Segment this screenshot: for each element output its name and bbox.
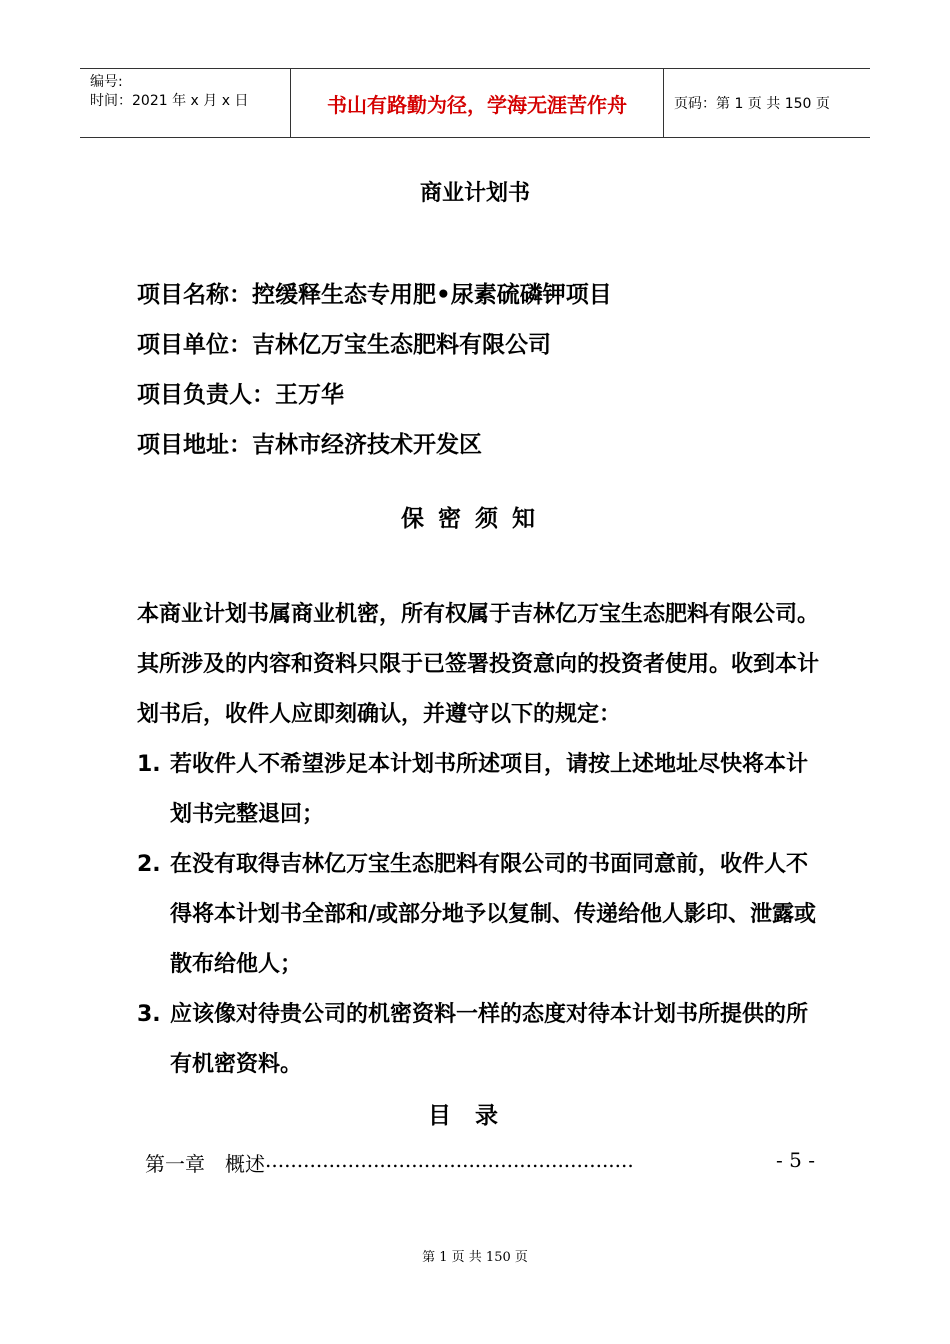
toc-title: 目录 — [428, 1103, 522, 1129]
list-item — [137, 840, 827, 990]
page-footer: 第 1 页 共 150 页 — [422, 1250, 528, 1265]
page-info: 页码：第 1 页 共 150 页 — [674, 96, 830, 112]
list-item — [137, 990, 827, 1090]
project-address: 项目地址：吉林市经济技术开发区 — [137, 432, 482, 458]
list-item-text: 在没有取得吉林亿万宝生态肥料有限公司的书面同意前，收件人不得将本计划书全部和/或部分地予以复制、传递给他人影印、泄露或散布给他人； — [170, 852, 817, 977]
toc-dots: .......................................................... — [265, 1148, 634, 1172]
list-item-number: 1. — [137, 752, 161, 777]
document-title: 商业计划书 — [419, 181, 530, 206]
confidentiality-title: 保密须知 — [401, 506, 549, 532]
time-label: 时间：2021 年 x 月 x 日 — [90, 93, 249, 109]
header-table — [80, 68, 870, 138]
list-item-text: 应该像对待贵公司的机密资料一样的态度对待本计划书所提供的所有机密资料。 — [170, 1002, 809, 1077]
project-unit: 项目单位：吉林亿万宝生态肥料有限公司 — [137, 332, 551, 358]
list-item-number: 3. — [137, 1002, 161, 1027]
toc-page: - 5 - — [776, 1148, 815, 1172]
list-item-text: 若收件人不希望涉足本计划书所述项目，请按上述地址尽快将本计划书完整退回； — [170, 752, 809, 827]
project-name: 项目名称：控缓释生态专用肥•尿素硫磷钾项目 — [137, 282, 612, 308]
project-leader: 项目负责人：王万华 — [137, 382, 344, 408]
header-left-cell — [80, 69, 291, 137]
list-item-number: 2. — [137, 852, 161, 877]
confidentiality-intro: 本商业计划书属商业机密，所有权属于吉林亿万宝生态肥料有限公司。其所涉及的内容和资料只限于已签署投资意向的投资者使用。收到本计划书后，收件人应即刻确认，并遵守以下的规定： — [137, 602, 820, 727]
list-item — [137, 740, 827, 840]
motto: 书山有路勤为径，学海无涯苦作舟 — [291, 69, 664, 137]
number-label: 编号: — [90, 74, 123, 90]
toc-chapter: 第一章 概述 — [145, 1152, 265, 1176]
toc-entry[interactable] — [145, 1148, 815, 1177]
